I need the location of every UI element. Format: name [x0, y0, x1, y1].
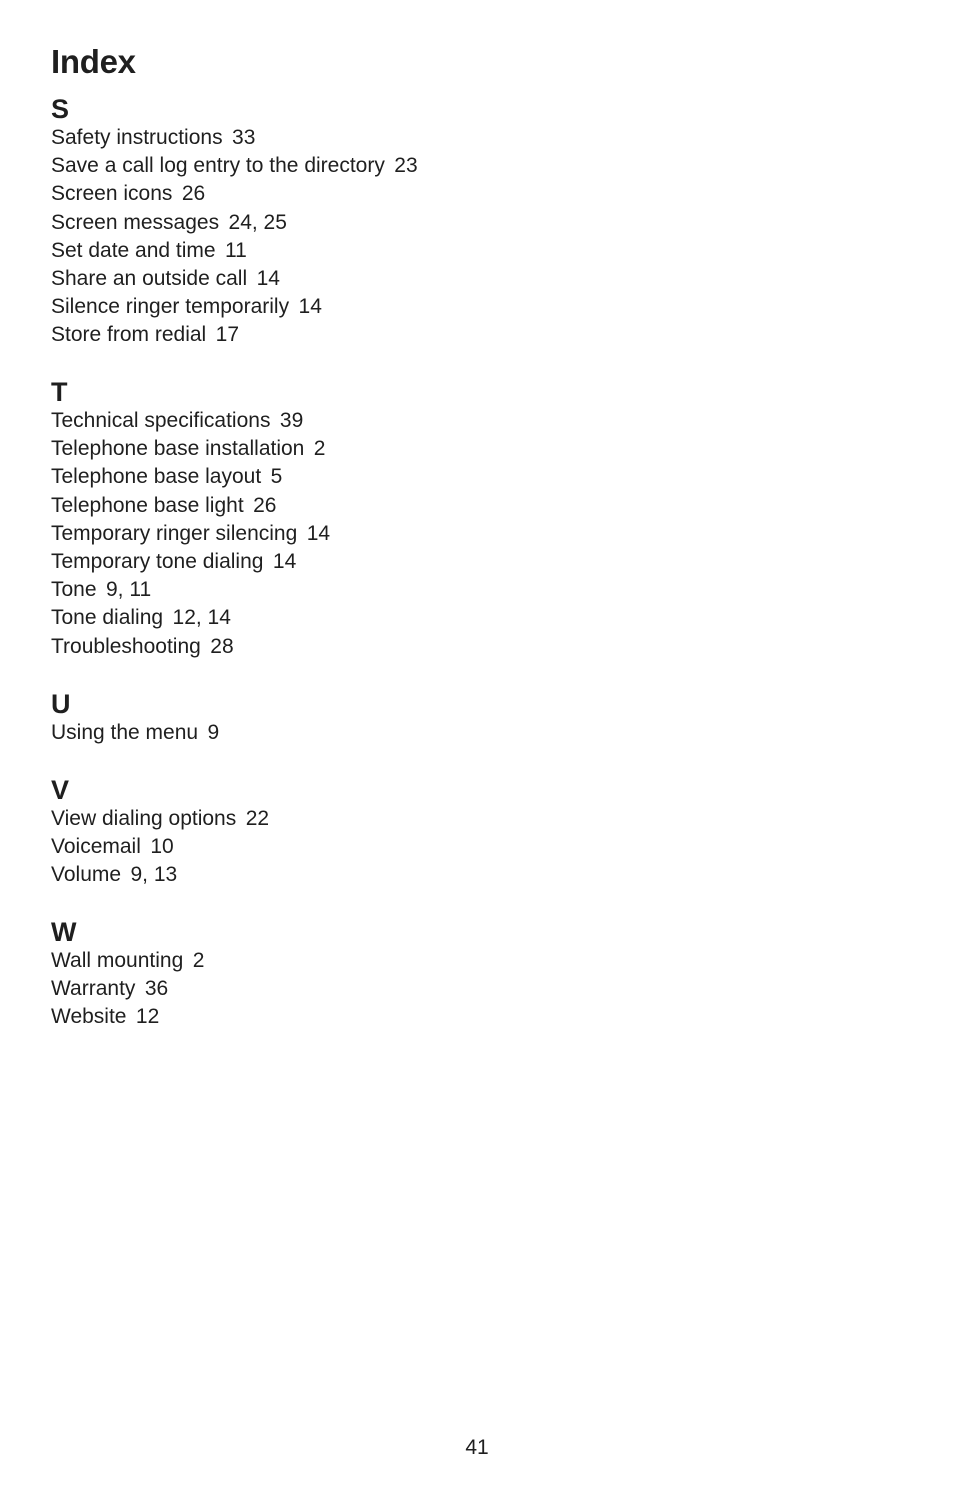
- entry-text: Using the menu: [51, 721, 199, 744]
- entry-pages: 9, 11: [105, 578, 152, 602]
- entry-pages: 5: [270, 465, 283, 489]
- entry-pages: 9, 13: [130, 863, 178, 887]
- entry-list: [51, 719, 219, 747]
- entry-text: Technical specifications: [51, 409, 271, 432]
- index-entry: [51, 180, 418, 208]
- index-entry: [51, 576, 330, 604]
- entry-text: Temporary tone dialing: [51, 549, 264, 573]
- entry-pages: 23: [394, 154, 418, 178]
- index-entry: [51, 719, 219, 747]
- entry-list: [51, 947, 204, 1032]
- entry-pages: 10: [150, 835, 174, 859]
- index-entry: [51, 520, 330, 548]
- entry-text: Share an outside call: [51, 266, 248, 290]
- entry-pages: 11: [225, 238, 247, 262]
- entry-text: Screen icons: [51, 182, 173, 206]
- entry-text: Silence ringer temporarily: [51, 295, 290, 319]
- entry-text: Save a call log entry to the directory: [51, 154, 385, 178]
- entry-pages: 9: [207, 721, 220, 744]
- entry-text: Telephone base layout: [51, 465, 262, 489]
- entry-text: Screen messages: [51, 210, 220, 234]
- index-entry: [51, 947, 204, 975]
- entry-pages: 12, 14: [172, 606, 231, 630]
- entry-pages: 14: [306, 521, 331, 545]
- index-entry: [51, 293, 418, 321]
- entry-text: Tone dialing: [51, 606, 164, 630]
- index-entry: [51, 463, 330, 491]
- index-entry: [51, 492, 330, 520]
- entry-text: Telephone base light: [51, 493, 244, 517]
- entry-text: Wall mounting: [51, 949, 184, 972]
- index-entry: [51, 975, 204, 1003]
- entry-pages: 14: [256, 266, 280, 290]
- entry-pages: 2: [192, 949, 205, 972]
- index-entry: [51, 805, 269, 833]
- entry-pages: 28: [210, 634, 234, 658]
- section-letter: S: [51, 94, 70, 124]
- index-entry: [51, 124, 418, 152]
- entry-pages: 33: [232, 126, 256, 149]
- entry-pages: 24, 25: [228, 210, 287, 234]
- index-entry: [51, 633, 330, 661]
- index-entry: [51, 407, 330, 435]
- index-entry: [51, 861, 269, 889]
- index-section-s: [51, 94, 418, 350]
- index-entry: [51, 321, 418, 349]
- index-entry: [51, 604, 330, 632]
- entry-text: Troubleshooting: [51, 634, 201, 658]
- index-entry: [51, 1003, 204, 1031]
- entry-pages: 17: [215, 323, 240, 347]
- entry-list: [51, 407, 330, 661]
- entry-text: Set date and time: [51, 238, 216, 262]
- entry-pages: 14: [298, 295, 322, 319]
- index-section-v: [51, 775, 269, 890]
- entry-text: Store from redial: [51, 323, 207, 347]
- entry-text: Temporary ringer silencing: [51, 521, 298, 545]
- entry-pages: 2: [313, 437, 326, 461]
- entry-text: Tone: [51, 578, 97, 602]
- entry-text: Volume: [51, 863, 122, 887]
- entry-pages: 14: [272, 549, 297, 573]
- index-entry: [51, 237, 418, 265]
- entry-text: Website: [51, 1005, 127, 1029]
- section-letter: U: [51, 689, 71, 719]
- entry-pages: 36: [144, 977, 169, 1001]
- index-entry: [51, 833, 269, 861]
- entry-text: View dialing options: [51, 807, 237, 830]
- index-section-u: [51, 689, 219, 747]
- section-letter: W: [51, 917, 77, 947]
- section-letter: T: [51, 377, 68, 407]
- index-section-w: [51, 917, 204, 1032]
- entry-list: [51, 805, 269, 890]
- entry-text: Voicemail: [51, 835, 141, 859]
- index-entry: [51, 152, 418, 180]
- section-letter: V: [51, 775, 70, 805]
- entry-pages: 39: [279, 409, 304, 432]
- entry-text: Telephone base installation: [51, 437, 305, 461]
- index-section-t: [51, 377, 330, 661]
- index-entry: [51, 209, 418, 237]
- index-entry: [51, 435, 330, 463]
- entry-pages: 22: [245, 807, 270, 830]
- index-entry: [51, 265, 418, 293]
- entry-pages: 26: [253, 493, 277, 517]
- entry-list: [51, 124, 418, 350]
- entry-pages: 12: [135, 1005, 160, 1029]
- entry-text: Safety instructions: [51, 126, 223, 149]
- page-number: 41: [465, 1436, 489, 1459]
- entry-text: Warranty: [51, 977, 136, 1001]
- entry-pages: 26: [181, 182, 206, 206]
- page-title: Index: [51, 43, 136, 80]
- index-entry: [51, 548, 330, 576]
